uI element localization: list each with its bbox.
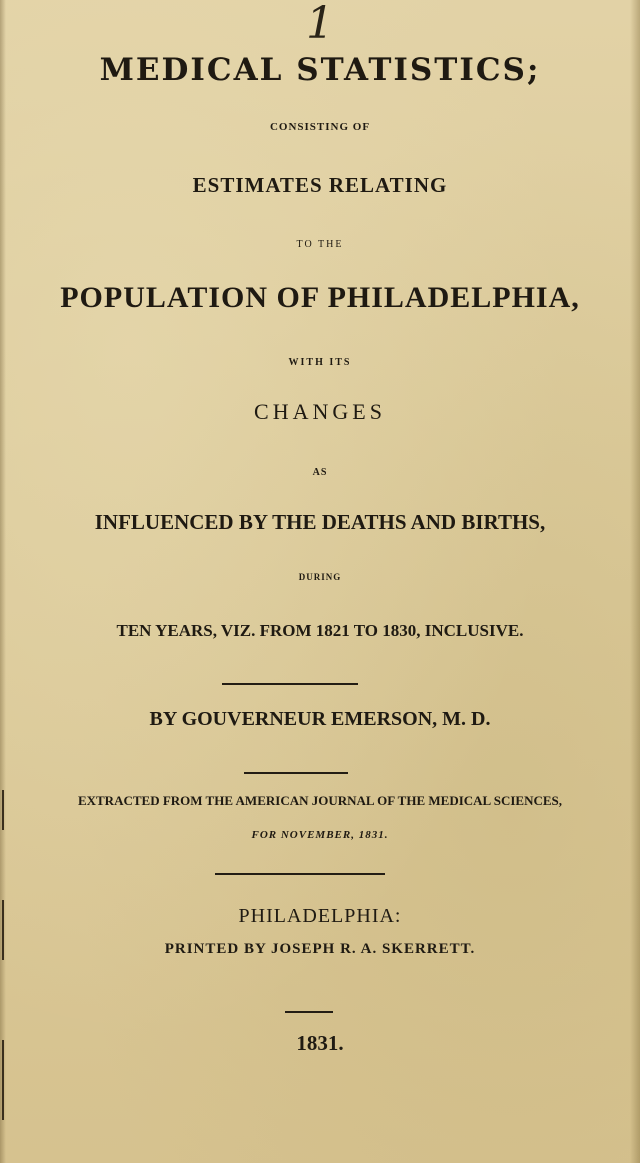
author-line: BY GOUVERNEUR EMERSON, M. D. bbox=[149, 708, 491, 730]
binding-mark bbox=[2, 900, 4, 960]
imprint-city: PHILADELPHIA: bbox=[238, 905, 402, 927]
publication-year: 1831. bbox=[296, 1031, 344, 1055]
subtitle-during: DURING bbox=[298, 572, 342, 582]
divider-rule-1 bbox=[222, 683, 358, 685]
handwritten-page-mark: 1 bbox=[306, 0, 334, 49]
binding-mark bbox=[2, 1040, 4, 1120]
subtitle-changes: CHANGES bbox=[254, 399, 386, 424]
divider-rule-4 bbox=[285, 1011, 333, 1013]
source-journal: EXTRACTED FROM THE AMERICAN JOURNAL OF THE MEDICAL SCIENCES, bbox=[77, 793, 563, 808]
main-title: MEDICAL STATISTICS; bbox=[99, 52, 541, 88]
subtitle-to-the: TO THE bbox=[296, 239, 344, 250]
source-issue-date: FOR NOVEMBER, 1831. bbox=[251, 829, 389, 841]
subtitle-population-of-philadelphia: POPULATION OF PHILADELPHIA, bbox=[60, 281, 580, 314]
subtitle-influenced-by: INFLUENCED BY THE DEATHS AND BIRTHS, bbox=[94, 510, 546, 534]
subtitle-consisting-of: CONSISTING OF bbox=[269, 121, 371, 133]
subtitle-ten-years: TEN YEARS, VIZ. FROM 1821 TO 1830, INCLUSIVE. bbox=[116, 621, 524, 640]
binding-mark bbox=[2, 790, 4, 830]
imprint-printer: PRINTED BY JOSEPH R. A. SKERRETT. bbox=[164, 941, 476, 957]
subtitle-estimates-relating: ESTIMATES RELATING bbox=[192, 173, 448, 197]
divider-rule-3 bbox=[215, 873, 385, 875]
subtitle-with-its: WITH ITS bbox=[288, 357, 352, 368]
divider-rule-2 bbox=[244, 772, 348, 774]
subtitle-as: AS bbox=[312, 467, 328, 478]
